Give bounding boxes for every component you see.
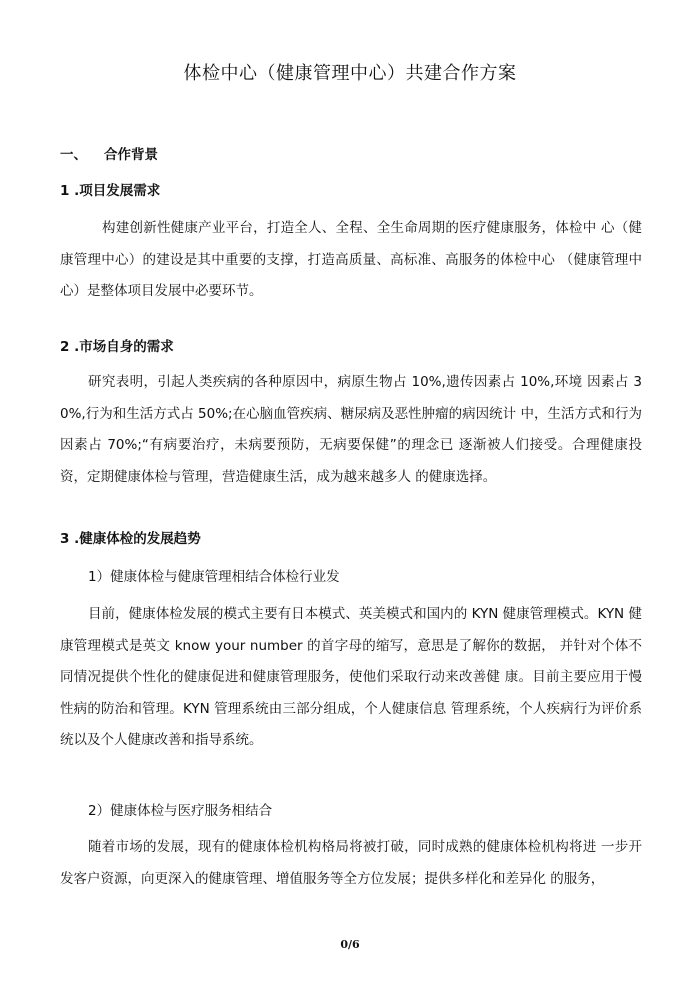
subheading-market-needs: 2 .市场自身的需求 (60, 339, 174, 355)
list-item-medical-services: 2）健康体检与医疗服务相结合 (88, 803, 273, 819)
list-item-health-management: 1）健康体检与健康管理相结合体检行业发 (88, 569, 340, 585)
section-number: 一、 (60, 147, 87, 163)
section-heading-background (60, 145, 158, 165)
subheading-development-trends: 3 .健康体检的发展趋势 (60, 531, 201, 547)
paragraph-market-development: 随着市场的发展，现有的健康体检机构格局将被打破，同时成熟的健康体检机构将进 一步开发客户资源，向更深入的健康管理、增值服务等全方位发展；提供多样化和差异化 的服务， (60, 839, 642, 887)
paragraph-kyn-model: 目前，健康体检发展的模式主要有日本模式、英美模式和国内的 KYN 健康管理模式。KYN 健康管理模式是英文 know your number 的首字母的缩写，意思是了解你的数据， 并针对个体不同情况提供个性化的健康促进和健康管理服务，使他们采取行动来改善健 康。目前主要应用于慢性病的防治和管理。KYN 管理系统由三部分组成，个人健康信息 管理系统，个人疾病行为评价系统以及个人健康改善和指导系统。 (60, 606, 642, 748)
subheading-project-needs: 1 .项目发展需求 (60, 183, 161, 199)
paragraph-project-needs: 构建创新性健康产业平台，打造全人、全程、全生命周期的医疗健康服务，体检中 心（健康管理中心）的建设是其中重要的支撑，打造高质量、高标准、高服务的体检中心 （健康管理中心）是整体项目发展中必要环节。 (60, 220, 642, 299)
document-title: 体检中心（健康管理中心）共建合作方案 (183, 63, 517, 84)
section-title: 合作背景 (104, 147, 158, 163)
paragraph-market-needs: 研究表明，引起人类疾病的各种原因中，病原生物占 10%,遗传因素占 10%,环境 因素占 30%,行为和生活方式占 50%;在心脑血管疾病、糖尿病及恶性肿瘤的病因统计 中，生活方式和行为因素占 70%;“有病要治疗，未病要预防，无病要保健”的理念已 逐渐被人们接受。合理健康投资，定期健康体检与管理，营造健康生活，成为越来越多人 的健康选择。 (60, 374, 642, 485)
page-number: 0/6 (340, 938, 360, 951)
